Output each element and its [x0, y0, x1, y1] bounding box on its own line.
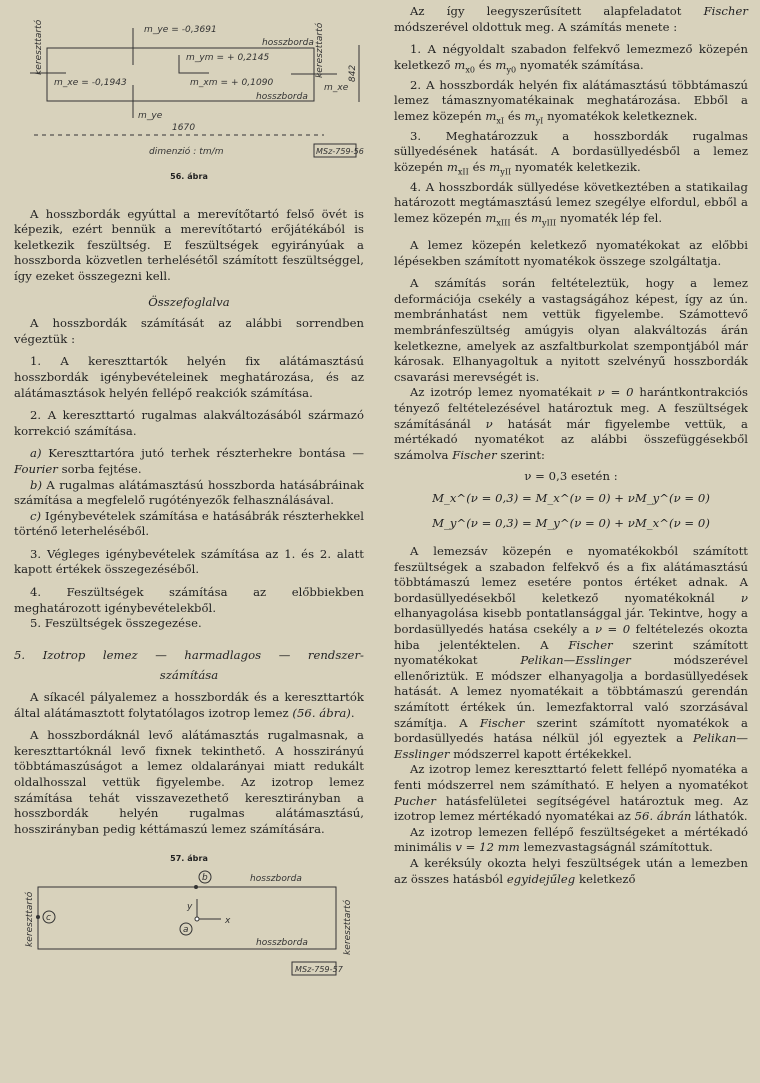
- text: és: [504, 108, 525, 123]
- list-item-4: 4. Feszültségek számítása az előbbiekben meghatározott igénybevételekből.: [14, 585, 364, 615]
- subscript: yIII: [542, 218, 557, 228]
- figure-57-caption: 57. ábra: [170, 854, 208, 864]
- name: Pelikan—Esslinger: [394, 731, 748, 761]
- text: A lemezsáv közepén e nyomatékokból számított feszültségek a szabadon felfekvő és a fix alátámasztású többtámaszú lemez esetére pontos értéket adnak. A bordasüllyedésekből keletkező nyomatékoknál: [394, 544, 748, 605]
- subscript: x0: [465, 65, 476, 75]
- text: sorba fejtése.: [57, 461, 142, 476]
- m-xm: m_xm = + 0,1090: [190, 78, 274, 88]
- units: dimenzió : tm/m: [149, 147, 224, 157]
- section-title: 5. Izotrop lemez — harmadlagos — rendszer-: [14, 647, 364, 662]
- text: harántkontrakciós tényező feltételezésével határoztuk meg. A feszültségek számításánál: [394, 385, 748, 431]
- list-item-2: 2. A kereszttartó rugalmas alakváltozásából származó korrekció számítása.: [14, 408, 364, 438]
- point-c: c: [46, 912, 51, 923]
- text: A keréksúly okozta helyi feszültségek után a lemezben az összes hatásból: [394, 855, 748, 886]
- text: Az izotróp lemez nyomatékait: [410, 385, 598, 400]
- code: MSz-759-56: [316, 147, 364, 156]
- text: módszerével ellenőriztük. E módszer elhanyagolja a bordasüllyedések hatását. A lemez nyomatékait a többtámaszú gerendán számított értékek ún. lemezfaktorral való szorzásával számítja. A: [394, 653, 748, 730]
- text: Az izotrop lemez kereszttartó felett fellépő nyomatéka a fenti módszerrel nem számítható. E helyen a nyomatékot: [394, 762, 748, 792]
- item-label: a): [30, 446, 42, 461]
- name: Pucher: [394, 793, 436, 808]
- point-a: a: [183, 924, 189, 935]
- paragraph: [394, 825, 748, 856]
- subscript: yII: [500, 167, 512, 177]
- text: nyomaték lép fel.: [556, 211, 663, 226]
- text: A síkacél pályalemez a hosszbordák és a kereszttartók által alátámasztott folytatólagos izotrop lemez: [14, 690, 364, 720]
- text: elhanyagolása kisebb pontatlansággal jár. Tekintve, hogy a bordasüllyedés hatása csekély a: [394, 606, 748, 637]
- text: feltételezés okozta hiba jelentéktelen. A: [394, 622, 748, 652]
- emphasis: egyidejűleg: [506, 871, 576, 886]
- text: szerint számított nyomatékokat: [394, 637, 748, 668]
- figure-reference: (56. ábra): [292, 705, 351, 720]
- text: szerint:: [496, 447, 546, 462]
- paragraph: [14, 690, 364, 721]
- subscript: xII: [457, 167, 469, 177]
- left-column: [14, 0, 364, 977]
- symbol: m: [495, 57, 507, 72]
- list-item-3: 3. Végleges igénybevételek számítása az 1. és 2. alatt kapott értékek összegezéséből.: [14, 546, 364, 577]
- section-title-cont: számítása: [159, 668, 219, 683]
- text: módszerével oldottuk meg. A számítás menete :: [394, 19, 678, 34]
- subscript: yI: [535, 116, 544, 126]
- step-2: [394, 78, 748, 129]
- paragraph: A hosszbordáknál levő alátámasztás rugalmasnak, a kereszttartóknál levő fixnek tekinthető. A hosszirányú többtámaszúságot a lemez oldalarányai miatt redukált oldalhosszal vettük figyelembe. Az izotrop lemez számítása tehát visszavezethető keresztirányban a hosszbordák helyén rugalmas alátámasztású, hosszirányban pedig kéttámaszú lemez számítására.: [14, 728, 364, 836]
- text: módszerrel kapott értékekkel.: [449, 746, 632, 761]
- code: MSz-759-57: [295, 964, 343, 974]
- formula-1: M_x^(ν = 0,3) = M_x^(ν = 0) + νM_y^(ν = 0): [432, 490, 710, 505]
- name: Fischer: [452, 447, 497, 462]
- right-column: [394, 4, 748, 887]
- symbol: ν: [740, 590, 748, 605]
- name: Pelikan—Esslinger: [520, 653, 631, 668]
- formula-2: M_y^(ν = 0,3) = M_y^(ν = 0) + νM_x^(ν = 0): [432, 516, 710, 531]
- summary-heading: Összefoglalva: [148, 294, 230, 309]
- figure-57-drawing: [14, 867, 364, 977]
- dim-length: 1670: [172, 123, 196, 133]
- symbol: m: [530, 211, 543, 226]
- text: nyomaték keletkezik.: [511, 159, 641, 174]
- paragraph: [394, 385, 748, 463]
- text: Az izotrop lemezen fellépő feszültségeket a mértékadó minimális: [394, 824, 748, 855]
- m-xe-right: m_xe: [324, 83, 349, 93]
- symbol: m: [446, 159, 458, 174]
- paragraph: [394, 762, 748, 824]
- text: lemezvastagságnál számítottuk.: [519, 840, 713, 855]
- text: 4. A hosszbordák süllyedése következtében a statikailag határozott megtámasztású lemez szegélye elfordul, ebből a lemez közepén: [394, 179, 748, 226]
- text: hatásfelületei segítségével határoztuk meg. Az izotrop lemez mértékadó nyomatékai az: [394, 793, 748, 824]
- text: 1. A négyoldalt szabadon felfekvő lemezmező közepén keletkező: [394, 42, 748, 72]
- name: Fischer: [479, 715, 525, 730]
- m-ym: m_ym = + 0,2145: [186, 53, 270, 63]
- label-top: hosszborda: [262, 38, 314, 48]
- label-right: kereszttartó: [315, 22, 325, 78]
- paragraph: A lemez közepén keletkező nyomatékokat az előbbi lépésekben számított nyomatékok összege szolgáltatja.: [394, 237, 748, 268]
- paragraph: [394, 4, 748, 35]
- m-ye-top: m_ye = -0,3691: [144, 25, 217, 35]
- symbol: m: [489, 159, 501, 174]
- paragraph: A számítás során feltételeztük, hogy a lemez deformációja csekély a vastagságához képest, így az ún. membránhatást nem vettük figyelembe. Számottevő membránfeszültség amúgyis olyan alakváltozás árán keletkezne, amelyek az aszfaltburkolat szempontjából már károsak. Elhanyagoltuk a nyitott szelvényű hosszbordák csavarási merevségét is.: [394, 276, 748, 384]
- text: szerint számított nyomatékok a bordasüllyedés hatása nélkül jól egyeztek a: [394, 715, 748, 746]
- text: nyomaték számítása.: [516, 57, 644, 72]
- label-left: kereszttartó: [25, 891, 35, 947]
- text: és: [510, 211, 531, 226]
- text: láthatók.: [691, 809, 748, 824]
- symbol: ν = 0: [595, 622, 631, 637]
- paragraph: A hosszbordák számítását az alábbi sorrendben végeztük :: [14, 316, 364, 346]
- label-left: kereszttartó: [34, 19, 44, 75]
- text: .: [350, 705, 355, 720]
- item-label: b): [30, 477, 43, 492]
- paragraph: [394, 856, 748, 887]
- text: Igénybevételek számítása e hatásábrák részterhekkel történő leterheléséből.: [14, 508, 364, 539]
- paragraph: A hosszbordák egyúttal a merevítőtartó felső övét is képezik, ezért bennük a merevítőtartó erőjátékából is keletkezik feszültség. E feszültségek egyirányúak a hosszborda közvetlen terhelésétől számított feszültséggel, így ezeket összegezni kell.: [14, 206, 364, 283]
- figure-56-caption: 56. ábra: [170, 172, 208, 181]
- label-right: kereszttartó: [343, 899, 353, 955]
- symbol: m: [485, 211, 497, 226]
- subscript: xIII: [496, 218, 511, 228]
- item-label: c): [30, 508, 42, 523]
- list-item-1: 1. A kereszttartók helyén fix alátámasztású hosszbordák igénybevételeinek meghatározása, és az alátámasztások helyén fellépő reakciók számítása.: [14, 354, 364, 400]
- figure-57: [14, 851, 364, 977]
- subscript: xI: [496, 116, 505, 126]
- m-ye-bottom: m_ye: [138, 111, 163, 121]
- text: keletkező: [575, 871, 636, 886]
- symbol: ν: [485, 416, 493, 431]
- text: nyomatékok keletkeznek.: [543, 108, 698, 123]
- name: Fischer: [568, 637, 613, 652]
- axis-y-label: y: [187, 901, 193, 912]
- point-b-marker: [194, 885, 198, 889]
- list-item-2c: [14, 509, 364, 540]
- symbol: m: [485, 108, 497, 123]
- symbol: m: [454, 57, 466, 72]
- dim-width: 842: [348, 64, 358, 82]
- point-b: b: [202, 872, 208, 883]
- figure-56-drawing: [14, 0, 364, 170]
- text: Kereszttartóra jutó terhek részterhekre bontása —: [41, 446, 364, 461]
- step-1: [394, 42, 748, 78]
- label-top: hosszborda: [250, 873, 302, 884]
- text: 3. Meghatározzuk a hosszbordák rugalmas süllyedésének hatását. A bordasüllyedésből a lemez közepén: [394, 128, 748, 174]
- subscript: y0: [506, 65, 517, 75]
- symbol: v = 12 mm: [455, 840, 520, 855]
- list-item-2b: [14, 478, 364, 509]
- text: A rugalmas alátámasztású hosszborda hatásábráinak számítása a megfelelő rugótényezők felhasználásával.: [14, 477, 364, 508]
- paragraph: [394, 544, 748, 762]
- step-4: [394, 180, 748, 231]
- list-item-2a: [14, 446, 364, 477]
- text: hatását már figyelembe vettük, a mértékadó nyomatékot az alábbi összefüggésekből számolva: [394, 416, 748, 462]
- formula-case: ν = 0,3 esetén :: [524, 469, 618, 484]
- symbol: m: [524, 108, 536, 123]
- point-c-marker: [36, 915, 40, 919]
- point-a-marker: [195, 917, 199, 921]
- m-xe-left: m_xe = -0,1943: [54, 78, 127, 88]
- label-bottom: hosszborda: [256, 937, 308, 948]
- list-item-5: 5. Feszültségek összegezése.: [30, 616, 202, 631]
- figure-56: [14, 0, 364, 185]
- figure-reference: 56. ábrán: [634, 809, 692, 824]
- name: Fischer: [703, 4, 748, 18]
- label-bottom: hosszborda: [256, 92, 308, 102]
- step-3: [394, 129, 748, 180]
- text: 2. A hosszbordák helyén fix alátámasztású többtámaszú lemez támasznyomatékainak meghatározása. Ebből a lemez közepén: [394, 77, 748, 123]
- symbol: ν = 0: [597, 385, 634, 400]
- axis-x-label: x: [225, 915, 231, 926]
- text: és: [475, 57, 496, 72]
- text: és: [468, 159, 490, 174]
- text: Az így leegyszerűsített alapfeladatot: [410, 4, 704, 18]
- name: Fourier: [14, 461, 58, 476]
